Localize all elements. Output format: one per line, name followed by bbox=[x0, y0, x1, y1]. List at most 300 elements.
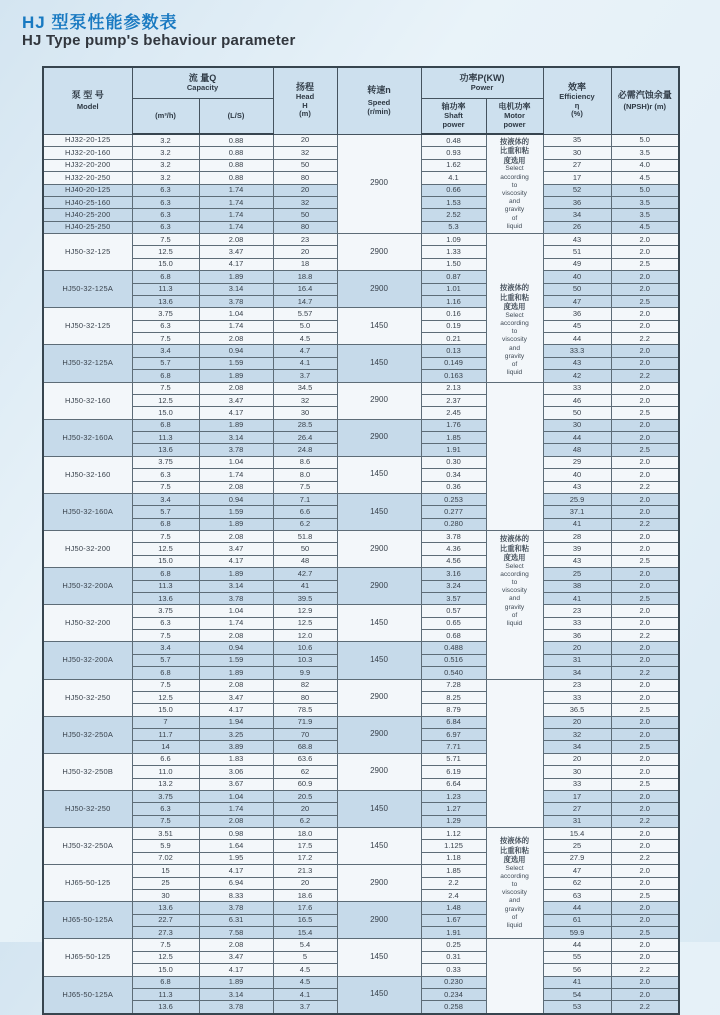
efficiency-cell: 40 bbox=[543, 469, 611, 481]
efficiency-cell: 34 bbox=[543, 741, 611, 753]
npsh-cell: 4.5 bbox=[611, 172, 679, 184]
efficiency-cell: 59.9 bbox=[543, 927, 611, 939]
npsh-cell: 2.0 bbox=[611, 654, 679, 666]
shaft-power-cell: 1.18 bbox=[421, 852, 486, 864]
head-cell: 82 bbox=[273, 679, 337, 691]
shaft-power-cell: 0.21 bbox=[421, 333, 486, 345]
shaft-power-cell: 3.78 bbox=[421, 531, 486, 543]
speed-cell: 1450 bbox=[337, 828, 421, 865]
head-cell: 24.8 bbox=[273, 444, 337, 456]
model-cell: HJ50-32-160 bbox=[43, 456, 132, 493]
npsh-cell: 2.5 bbox=[611, 592, 679, 604]
model-cell: HJ40-25-200 bbox=[43, 209, 132, 221]
capacity-m3h-cell: 3.2 bbox=[132, 147, 199, 159]
efficiency-cell: 32 bbox=[543, 729, 611, 741]
shaft-power-cell: 0.277 bbox=[421, 506, 486, 518]
capacity-m3h-cell: 3.75 bbox=[132, 456, 199, 468]
npsh-cell: 4.0 bbox=[611, 159, 679, 171]
model-cell: HJ32-20-250 bbox=[43, 172, 132, 184]
motor-power-cell bbox=[486, 134, 543, 234]
column-header-speed: 转速n Speed (r/min) bbox=[337, 67, 421, 134]
capacity-m3h-cell: 6.8 bbox=[132, 370, 199, 382]
efficiency-cell: 26 bbox=[543, 221, 611, 233]
efficiency-cell: 44 bbox=[543, 432, 611, 444]
shaft-power-cell: 2.4 bbox=[421, 889, 486, 901]
capacity-ls-cell: 0.88 bbox=[199, 172, 273, 184]
capacity-m3h-cell: 7.5 bbox=[132, 939, 199, 951]
capacity-ls-cell: 1.83 bbox=[199, 753, 273, 765]
head-cell: 18.0 bbox=[273, 828, 337, 840]
shaft-power-cell: 0.87 bbox=[421, 271, 486, 283]
capacity-m3h-cell: 6.3 bbox=[132, 469, 199, 481]
capacity-m3h-cell: 6.3 bbox=[132, 221, 199, 233]
shaft-power-cell: 6.97 bbox=[421, 729, 486, 741]
shaft-power-cell: 0.36 bbox=[421, 481, 486, 493]
shaft-power-cell: 1.85 bbox=[421, 432, 486, 444]
speed-cell: 1450 bbox=[337, 605, 421, 642]
npsh-cell: 2.5 bbox=[611, 295, 679, 307]
column-header-power: 功率P(KW) Power bbox=[421, 67, 543, 99]
npsh-cell: 2.2 bbox=[611, 815, 679, 827]
speed-cell: 1450 bbox=[337, 939, 421, 976]
efficiency-cell: 30 bbox=[543, 419, 611, 431]
shaft-power-cell: 1.09 bbox=[421, 234, 486, 246]
efficiency-cell: 15.4 bbox=[543, 828, 611, 840]
efficiency-cell: 28 bbox=[543, 531, 611, 543]
capacity-ls-cell: 3.78 bbox=[199, 902, 273, 914]
table-row bbox=[43, 456, 679, 468]
efficiency-cell: 62 bbox=[543, 877, 611, 889]
npsh-cell: 2.2 bbox=[611, 1001, 679, 1014]
head-cell: 63.6 bbox=[273, 753, 337, 765]
capacity-m3h-cell: 6.6 bbox=[132, 753, 199, 765]
capacity-ls-cell: 3.47 bbox=[199, 394, 273, 406]
capacity-m3h-cell: 7.02 bbox=[132, 852, 199, 864]
shaft-power-cell: 1.91 bbox=[421, 927, 486, 939]
head-cell: 23 bbox=[273, 234, 337, 246]
motor-power-note: 按液体的 比重和粘 度选用 Select according to viscosity and gravity of liquid bbox=[499, 283, 530, 377]
model-cell: HJ65-50-125 bbox=[43, 865, 132, 902]
npsh-cell: 2.0 bbox=[611, 320, 679, 332]
model-cell: HJ50-32-200 bbox=[43, 605, 132, 642]
head-cell: 10.3 bbox=[273, 654, 337, 666]
model-cell: HJ65-50-125A bbox=[43, 976, 132, 1014]
speed-cell: 2900 bbox=[337, 568, 421, 605]
npsh-cell: 2.0 bbox=[611, 432, 679, 444]
npsh-cell: 2.0 bbox=[611, 605, 679, 617]
capacity-ls-cell: 0.94 bbox=[199, 493, 273, 505]
efficiency-cell: 44 bbox=[543, 902, 611, 914]
table-row bbox=[43, 419, 679, 431]
capacity-m3h-cell: 27.3 bbox=[132, 927, 199, 939]
capacity-m3h-cell: 7.5 bbox=[132, 815, 199, 827]
efficiency-cell: 29 bbox=[543, 456, 611, 468]
capacity-ls-cell: 4.17 bbox=[199, 258, 273, 270]
capacity-m3h-cell: 6.8 bbox=[132, 568, 199, 580]
capacity-m3h-cell: 13.6 bbox=[132, 295, 199, 307]
efficiency-cell: 23 bbox=[543, 679, 611, 691]
table-row bbox=[43, 679, 679, 691]
npsh-cell: 2.0 bbox=[611, 246, 679, 258]
shaft-power-cell: 1.01 bbox=[421, 283, 486, 295]
npsh-cell: 2.0 bbox=[611, 382, 679, 394]
capacity-m3h-cell: 15.0 bbox=[132, 555, 199, 567]
capacity-m3h-cell: 13.6 bbox=[132, 1001, 199, 1014]
head-cell: 8.0 bbox=[273, 469, 337, 481]
shaft-power-cell: 0.93 bbox=[421, 147, 486, 159]
shaft-power-cell: 8.79 bbox=[421, 704, 486, 716]
capacity-m3h-cell: 6.8 bbox=[132, 419, 199, 431]
head-cell: 30 bbox=[273, 407, 337, 419]
capacity-ls-cell: 8.33 bbox=[199, 889, 273, 901]
table-row bbox=[43, 308, 679, 320]
table-row bbox=[43, 790, 679, 802]
npsh-cell: 2.0 bbox=[611, 506, 679, 518]
head-cell: 20 bbox=[273, 134, 337, 147]
capacity-m3h-cell: 30 bbox=[132, 889, 199, 901]
npsh-cell: 5.0 bbox=[611, 184, 679, 196]
efficiency-cell: 43 bbox=[543, 234, 611, 246]
capacity-ls-cell: 3.47 bbox=[199, 543, 273, 555]
capacity-m3h-cell: 7.5 bbox=[132, 679, 199, 691]
table-row bbox=[43, 345, 679, 357]
motor-power-cell bbox=[486, 679, 543, 828]
model-cell: HJ50-32-250A bbox=[43, 716, 132, 753]
capacity-m3h-cell: 12.5 bbox=[132, 543, 199, 555]
efficiency-cell: 45 bbox=[543, 320, 611, 332]
npsh-cell: 3.5 bbox=[611, 209, 679, 221]
head-cell: 50 bbox=[273, 209, 337, 221]
capacity-ls-cell: 3.78 bbox=[199, 592, 273, 604]
npsh-cell: 2.2 bbox=[611, 964, 679, 976]
model-cell: HJ50-32-125A bbox=[43, 345, 132, 382]
capacity-ls-cell: 2.08 bbox=[199, 481, 273, 493]
shaft-power-cell: 0.16 bbox=[421, 308, 486, 320]
capacity-m3h-cell: 5.7 bbox=[132, 357, 199, 369]
capacity-m3h-cell: 7.5 bbox=[132, 481, 199, 493]
model-cell: HJ65-50-125A bbox=[43, 902, 132, 939]
table-row bbox=[43, 271, 679, 283]
head-cell: 16.5 bbox=[273, 914, 337, 926]
npsh-cell: 3.5 bbox=[611, 196, 679, 208]
head-cell: 3.7 bbox=[273, 1001, 337, 1014]
head-cell: 48 bbox=[273, 555, 337, 567]
npsh-cell: 2.5 bbox=[611, 927, 679, 939]
capacity-ls-cell: 2.08 bbox=[199, 815, 273, 827]
model-cell: HJ50-32-250A bbox=[43, 828, 132, 865]
capacity-m3h-cell: 6.3 bbox=[132, 320, 199, 332]
capacity-ls-cell: 1.74 bbox=[199, 184, 273, 196]
page-title-english: HJ Type pump's behaviour parameter bbox=[22, 32, 296, 49]
model-cell: HJ65-50-125 bbox=[43, 939, 132, 976]
table-row bbox=[43, 493, 679, 505]
efficiency-cell: 43 bbox=[543, 555, 611, 567]
column-header-efficiency: 效率 Efficiency η (%) bbox=[543, 67, 611, 134]
npsh-cell: 2.2 bbox=[611, 370, 679, 382]
capacity-m3h-cell: 15.0 bbox=[132, 704, 199, 716]
speed-cell: 2900 bbox=[337, 716, 421, 753]
efficiency-cell: 48 bbox=[543, 444, 611, 456]
efficiency-cell: 23 bbox=[543, 605, 611, 617]
capacity-ls-cell: 3.89 bbox=[199, 741, 273, 753]
shaft-power-cell: 1.76 bbox=[421, 419, 486, 431]
shaft-power-cell: 0.234 bbox=[421, 988, 486, 1000]
shaft-power-cell: 3.24 bbox=[421, 580, 486, 592]
model-cell: HJ50-32-125 bbox=[43, 234, 132, 271]
capacity-ls-cell: 3.06 bbox=[199, 766, 273, 778]
shaft-power-cell: 1.91 bbox=[421, 444, 486, 456]
model-cell: HJ40-20-125 bbox=[43, 184, 132, 196]
speed-cell: 2900 bbox=[337, 679, 421, 716]
efficiency-cell: 25.9 bbox=[543, 493, 611, 505]
efficiency-cell: 36 bbox=[543, 196, 611, 208]
head-cell: 18 bbox=[273, 258, 337, 270]
capacity-m3h-cell: 7.5 bbox=[132, 382, 199, 394]
column-header-motor-power: 电机功率 Motor power bbox=[486, 99, 543, 135]
npsh-cell: 2.0 bbox=[611, 840, 679, 852]
capacity-m3h-cell: 12.5 bbox=[132, 951, 199, 963]
head-cell: 17.2 bbox=[273, 852, 337, 864]
shaft-power-cell: 0.230 bbox=[421, 976, 486, 988]
head-cell: 20 bbox=[273, 246, 337, 258]
capacity-m3h-cell: 6.3 bbox=[132, 196, 199, 208]
head-cell: 70 bbox=[273, 729, 337, 741]
npsh-cell: 2.0 bbox=[611, 642, 679, 654]
capacity-m3h-cell: 6.8 bbox=[132, 667, 199, 679]
speed-cell: 1450 bbox=[337, 493, 421, 530]
shaft-power-cell: 0.19 bbox=[421, 320, 486, 332]
efficiency-cell: 33 bbox=[543, 778, 611, 790]
capacity-ls-cell: 1.04 bbox=[199, 605, 273, 617]
head-cell: 12.5 bbox=[273, 617, 337, 629]
shaft-power-cell: 0.25 bbox=[421, 939, 486, 951]
capacity-ls-cell: 2.08 bbox=[199, 630, 273, 642]
capacity-ls-cell: 3.47 bbox=[199, 246, 273, 258]
efficiency-cell: 34 bbox=[543, 209, 611, 221]
motor-power-cell bbox=[486, 939, 543, 1014]
shaft-power-cell: 1.53 bbox=[421, 196, 486, 208]
head-cell: 12.9 bbox=[273, 605, 337, 617]
table-row bbox=[43, 642, 679, 654]
model-cell: HJ50-32-200A bbox=[43, 642, 132, 679]
head-cell: 78.5 bbox=[273, 704, 337, 716]
capacity-ls-cell: 7.58 bbox=[199, 927, 273, 939]
shaft-power-cell: 0.65 bbox=[421, 617, 486, 629]
head-cell: 41 bbox=[273, 580, 337, 592]
efficiency-cell: 20 bbox=[543, 716, 611, 728]
efficiency-cell: 46 bbox=[543, 394, 611, 406]
capacity-ls-cell: 2.08 bbox=[199, 333, 273, 345]
head-cell: 5.0 bbox=[273, 320, 337, 332]
npsh-cell: 2.0 bbox=[611, 766, 679, 778]
motor-power-cell bbox=[486, 382, 543, 531]
head-cell: 42.7 bbox=[273, 568, 337, 580]
head-cell: 14.7 bbox=[273, 295, 337, 307]
efficiency-cell: 33 bbox=[543, 617, 611, 629]
capacity-m3h-cell: 5.7 bbox=[132, 506, 199, 518]
table-row bbox=[43, 939, 679, 951]
npsh-cell: 2.0 bbox=[611, 394, 679, 406]
capacity-m3h-cell: 3.4 bbox=[132, 493, 199, 505]
table-row bbox=[43, 568, 679, 580]
head-cell: 6.6 bbox=[273, 506, 337, 518]
column-header-capacity: 流 量Q Capacity bbox=[132, 67, 273, 99]
head-cell: 4.5 bbox=[273, 976, 337, 988]
shaft-power-cell: 1.23 bbox=[421, 790, 486, 802]
speed-cell: 1450 bbox=[337, 976, 421, 1014]
capacity-m3h-cell: 7.5 bbox=[132, 234, 199, 246]
npsh-cell: 2.2 bbox=[611, 518, 679, 530]
shaft-power-cell: 0.31 bbox=[421, 951, 486, 963]
speed-cell: 1450 bbox=[337, 308, 421, 345]
pump-parameter-table bbox=[42, 66, 680, 1015]
shaft-power-cell: 0.516 bbox=[421, 654, 486, 666]
shaft-power-cell: 7.71 bbox=[421, 741, 486, 753]
efficiency-cell: 41 bbox=[543, 592, 611, 604]
efficiency-cell: 25 bbox=[543, 568, 611, 580]
npsh-cell: 2.0 bbox=[611, 828, 679, 840]
npsh-cell: 2.0 bbox=[611, 543, 679, 555]
npsh-cell: 2.0 bbox=[611, 493, 679, 505]
capacity-m3h-cell: 3.4 bbox=[132, 642, 199, 654]
efficiency-cell: 47 bbox=[543, 295, 611, 307]
motor-power-note: 按液体的 比重和粘 度选用 Select according to viscosity and gravity of liquid bbox=[499, 836, 530, 930]
head-cell: 21.3 bbox=[273, 865, 337, 877]
capacity-m3h-cell: 3.2 bbox=[132, 172, 199, 184]
capacity-m3h-cell: 15.0 bbox=[132, 964, 199, 976]
shaft-power-cell: 0.48 bbox=[421, 134, 486, 147]
shaft-power-cell: 2.45 bbox=[421, 407, 486, 419]
page-title-chinese: HJ 型泵性能参数表 bbox=[22, 13, 178, 32]
capacity-ls-cell: 0.88 bbox=[199, 134, 273, 147]
head-cell: 9.9 bbox=[273, 667, 337, 679]
npsh-cell: 2.2 bbox=[611, 667, 679, 679]
speed-cell: 1450 bbox=[337, 642, 421, 679]
head-cell: 20 bbox=[273, 877, 337, 889]
column-header-npsh: 必需汽蚀余量 (NPSH)r (m) bbox=[611, 67, 679, 134]
efficiency-cell: 36.5 bbox=[543, 704, 611, 716]
npsh-cell: 2.2 bbox=[611, 630, 679, 642]
capacity-m3h-cell: 6.3 bbox=[132, 184, 199, 196]
table-row bbox=[43, 382, 679, 394]
npsh-cell: 5.0 bbox=[611, 134, 679, 147]
table-row bbox=[43, 605, 679, 617]
capacity-m3h-cell: 3.2 bbox=[132, 134, 199, 147]
capacity-ls-cell: 1.04 bbox=[199, 456, 273, 468]
capacity-ls-cell: 0.94 bbox=[199, 642, 273, 654]
capacity-m3h-cell: 6.8 bbox=[132, 271, 199, 283]
shaft-power-cell: 1.33 bbox=[421, 246, 486, 258]
efficiency-cell: 38 bbox=[543, 580, 611, 592]
capacity-ls-cell: 3.67 bbox=[199, 778, 273, 790]
efficiency-cell: 40 bbox=[543, 271, 611, 283]
column-header-shaft-power: 轴功率 Shaft power bbox=[421, 99, 486, 135]
table-row bbox=[43, 716, 679, 728]
npsh-cell: 2.5 bbox=[611, 778, 679, 790]
head-cell: 10.6 bbox=[273, 642, 337, 654]
motor-power-note: 按液体的 比重和粘 度选用 Select according to viscosity and gravity of liquid bbox=[499, 534, 530, 627]
shaft-power-cell: 1.125 bbox=[421, 840, 486, 852]
speed-cell: 2900 bbox=[337, 234, 421, 271]
efficiency-cell: 27 bbox=[543, 803, 611, 815]
capacity-ls-cell: 4.17 bbox=[199, 964, 273, 976]
capacity-ls-cell: 1.89 bbox=[199, 419, 273, 431]
shaft-power-cell: 1.16 bbox=[421, 295, 486, 307]
npsh-cell: 2.5 bbox=[611, 741, 679, 753]
capacity-m3h-cell: 7 bbox=[132, 716, 199, 728]
shaft-power-cell: 2.2 bbox=[421, 877, 486, 889]
capacity-ls-cell: 0.88 bbox=[199, 147, 273, 159]
efficiency-cell: 41 bbox=[543, 976, 611, 988]
capacity-ls-cell: 3.14 bbox=[199, 432, 273, 444]
efficiency-cell: 17 bbox=[543, 790, 611, 802]
npsh-cell: 2.0 bbox=[611, 877, 679, 889]
capacity-m3h-cell: 11.3 bbox=[132, 432, 199, 444]
speed-cell: 2900 bbox=[337, 134, 421, 234]
shaft-power-cell: 4.36 bbox=[421, 543, 486, 555]
motor-power-cell bbox=[486, 531, 543, 680]
table-row bbox=[43, 902, 679, 914]
head-cell: 6.2 bbox=[273, 518, 337, 530]
head-cell: 5.57 bbox=[273, 308, 337, 320]
capacity-ls-cell: 1.89 bbox=[199, 976, 273, 988]
npsh-cell: 2.0 bbox=[611, 902, 679, 914]
capacity-m3h-cell: 3.4 bbox=[132, 345, 199, 357]
efficiency-cell: 33 bbox=[543, 691, 611, 703]
capacity-ls-cell: 3.25 bbox=[199, 729, 273, 741]
shaft-power-cell: 5.71 bbox=[421, 753, 486, 765]
head-cell: 80 bbox=[273, 221, 337, 233]
capacity-m3h-cell: 3.2 bbox=[132, 159, 199, 171]
capacity-m3h-cell: 6.3 bbox=[132, 803, 199, 815]
head-cell: 5 bbox=[273, 951, 337, 963]
capacity-m3h-cell: 14 bbox=[132, 741, 199, 753]
npsh-cell: 2.0 bbox=[611, 531, 679, 543]
capacity-ls-cell: 2.08 bbox=[199, 382, 273, 394]
head-cell: 50 bbox=[273, 159, 337, 171]
npsh-cell: 2.5 bbox=[611, 555, 679, 567]
table-row bbox=[43, 234, 679, 246]
shaft-power-cell: 2.13 bbox=[421, 382, 486, 394]
speed-cell: 1450 bbox=[337, 790, 421, 827]
model-cell: HJ50-32-160A bbox=[43, 419, 132, 456]
efficiency-cell: 56 bbox=[543, 964, 611, 976]
shaft-power-cell: 0.57 bbox=[421, 605, 486, 617]
model-cell: HJ50-32-125 bbox=[43, 308, 132, 345]
efficiency-cell: 20 bbox=[543, 642, 611, 654]
capacity-ls-cell: 3.47 bbox=[199, 691, 273, 703]
speed-cell: 2900 bbox=[337, 531, 421, 568]
model-cell: HJ40-25-160 bbox=[43, 196, 132, 208]
head-cell: 50 bbox=[273, 543, 337, 555]
head-cell: 80 bbox=[273, 172, 337, 184]
npsh-cell: 4.5 bbox=[611, 221, 679, 233]
capacity-ls-cell: 2.08 bbox=[199, 234, 273, 246]
capacity-m3h-cell: 15 bbox=[132, 865, 199, 877]
capacity-ls-cell: 1.74 bbox=[199, 617, 273, 629]
head-cell: 3.7 bbox=[273, 370, 337, 382]
capacity-ls-cell: 1.04 bbox=[199, 308, 273, 320]
shaft-power-cell: 6.84 bbox=[421, 716, 486, 728]
head-cell: 60.9 bbox=[273, 778, 337, 790]
shaft-power-cell: 0.33 bbox=[421, 964, 486, 976]
capacity-ls-cell: 1.74 bbox=[199, 469, 273, 481]
capacity-ls-cell: 1.74 bbox=[199, 196, 273, 208]
table-row bbox=[43, 531, 679, 543]
shaft-power-cell: 7.28 bbox=[421, 679, 486, 691]
shaft-power-cell: 1.67 bbox=[421, 914, 486, 926]
npsh-cell: 2.0 bbox=[611, 679, 679, 691]
